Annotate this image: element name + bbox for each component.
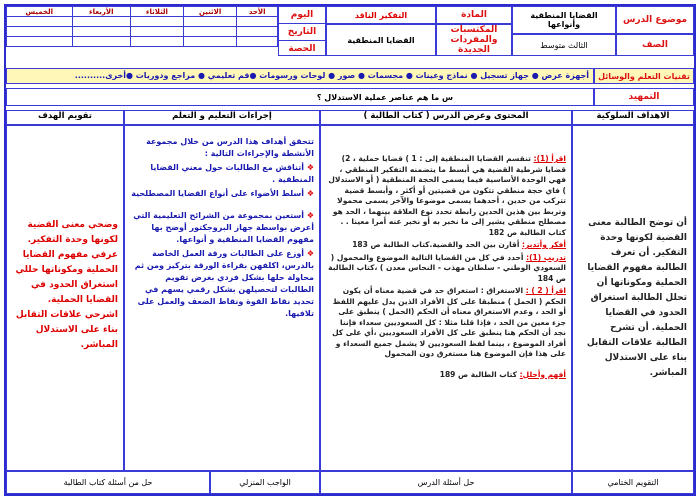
day-mon: الاثنين: [183, 7, 236, 17]
content-block-5-text: كتاب الطالبة ص 189: [439, 369, 518, 379]
content-block-3: [326, 253, 566, 285]
subject-label-cell: [436, 6, 512, 24]
procedures-column: [124, 125, 320, 471]
content-column: [320, 125, 572, 471]
content-block-2: [326, 240, 566, 251]
day-label: اليوم: [290, 10, 314, 20]
intro-label: التمهيد: [628, 92, 660, 102]
lesson-topic-label: موضوع الدرس: [622, 15, 688, 25]
bullet-icon: ❖: [304, 163, 314, 172]
period-label: الحصة: [279, 40, 325, 57]
final-eval-value: حل أسئلة الدرس: [417, 478, 475, 487]
day-wed: الأربعاء: [72, 7, 130, 17]
final-eval-label-cell: [572, 471, 694, 494]
intro-label-cell: [594, 88, 694, 106]
gains-value: القضايا المنطقية: [347, 35, 415, 45]
homework-label: الواجب المنزلي: [239, 478, 291, 487]
gains-value-cell: [326, 24, 436, 56]
content-block-4: [326, 286, 566, 360]
class-label: الصف: [641, 40, 669, 50]
procedure-item: [130, 210, 314, 246]
subject-label: المادة: [461, 10, 487, 20]
content-block-4-text: الاستغراق : استغراق حد في قضية معناه أن يكون الحكم ( الحمل ) منطبقا على كل الأفراد الذين يدل عليهم اللفظ أو الحد ، وعدم الاستغراق معناه أن الحكم (الحمل ) ينطبق على جزء معين من الحد ، فإذا قلنا مثلا : كل السعوديين سعداء فإننا نجد أن الحكم هنا ينطبق على كل الأفراد السعوديين ،أي على كل أفراد الموضوع ، بينما لفظ السعوديين لا يشمل جميع السعداء و على هذا فإن الموضوع هنا مستغرق دون المحمول: [332, 286, 566, 358]
content-block-5: [326, 370, 566, 381]
procedure-item: [130, 188, 314, 200]
procedure-2: أسلط الأضواء على أنواع القضايا المصطلحية: [131, 189, 305, 198]
content-block-1: [326, 154, 566, 238]
days-grid: [6, 6, 278, 56]
content-header: [320, 110, 572, 125]
intro-question: س ما هم عناصر عملية الاستدلال ؟: [316, 92, 453, 102]
evaluation-column: [6, 125, 124, 471]
content-block-1-text: تنقسم القضايا المنطقية إلى : 1 ) قضايا حملية ، 2) قضايا شرطية القضية هي أبسط ما يتضمنه التفكير المنطقي ، فهي الوحدة الأساسية فيما يسمى الحجة المنطقية ( أو الاستدلال ) فاي حجة منطقي تتكون من قضيتين أو أكثر ، وأبسط قضية تتركب من حدين ، أحدهما يسمى موضوعا والآخر يسمى محمولا وتربط بين هذين الحدين رابطة تحدد نوع العلاقة بينهما ، الحد هو مصطلح منطقي يشير إلى ما نخبر به أو نخبر عنه أمرا معينا . . كتاب الطالبة ص 182: [328, 154, 566, 237]
objectives-header: [572, 110, 694, 125]
tools-value-cell: [6, 68, 594, 84]
day-tue: الثلاثاء: [130, 7, 183, 17]
homework-value: حل من أسئلة كتاب الطالبة: [63, 478, 153, 487]
evaluation-header: [6, 110, 124, 125]
objectives-title: الاهداف السلوكية: [596, 111, 670, 121]
subject-value: التفكير الناقد: [354, 10, 408, 20]
homework-label-cell: [210, 471, 320, 494]
tools-value: أجهزة عرض ● جهاز تسجيل ● نماذج وعينات ● مجسمات ● صور ● لوحات ورسومات ●قم تعليمي ● مراجع ودوريات ●أخرى..........: [74, 71, 589, 80]
class-label-cell: [616, 34, 694, 56]
day-sun: الأحد: [237, 7, 278, 17]
intro-value-cell: [6, 88, 594, 106]
bullet-icon: ❖: [304, 189, 314, 198]
evaluation-text: وضحي معنى القضية لكونها وحدة التفكير. عرفي مفهوم القضايا الحملية ومكوناتها حللي استغراق الحدود في القضايا الحملية. اشرحي علاقات التقابل بناء على الاستدلال المباشر.: [15, 220, 118, 350]
tools-label: تقنيات التعلم والوسائل: [598, 71, 690, 81]
content-block-3-title: تدريب (1):: [526, 252, 566, 262]
procedures-title: إجراءات التعليم و التعلم: [172, 111, 272, 121]
final-eval-label: التقويم الختامي: [607, 478, 659, 487]
content-block-3-text: أحدد في كل من القضايا التالية الموضوع والمحمول ( السعودي الوطني - سلطان مهذب - النحاس معدن ) ،كتاب الطالبة ص 184: [328, 252, 566, 283]
lesson-topic-value: القضايا المنطقية وأنواعها: [530, 11, 598, 29]
tools-label-cell: [594, 68, 694, 84]
content-block-4-title: اقرأ ( 2 ) :: [525, 286, 566, 295]
subject-value-cell: [326, 6, 436, 24]
class-value: الثالث متوسط: [540, 40, 588, 50]
procedure-item: [130, 248, 314, 320]
procedure-4: أوزع على الطالبات ورقة العمل الخاصة بالدرس، اكلفهن بقراءة الورقة بتركيز ومن ثم محاولة حلها بشكل فردي بغرض تقويم الطالبات لتحصيلهن بشكل رقمي يسهم في تحديد نقاط القوة ونقاط الضعف والعمل على تلافيها.: [134, 249, 314, 318]
gains-label-cell: [436, 24, 512, 56]
lesson-plan: [4, 4, 696, 496]
procedures-header: [124, 110, 320, 125]
final-eval-value-cell: [320, 471, 572, 494]
content-block-5-title: أفهم وأحلل:: [519, 369, 566, 379]
objectives-column: [572, 125, 694, 471]
content-block-2-title: أفكر وأتدبر:: [522, 240, 566, 249]
procedure-1: أتناقش مع الطالبات حول معني القضايا المنطقية .: [150, 163, 314, 184]
bullet-icon: ❖: [304, 249, 314, 258]
gains-label: المكتسبات والمفردات الجديدة: [450, 25, 498, 55]
lesson-topic-label-cell: [616, 6, 694, 34]
date-label: التاريخ: [279, 23, 325, 40]
day-labels-cell: [278, 6, 326, 56]
homework-value-cell: [6, 471, 210, 494]
procedures-intro: تتحقق أهداف هذا الدرس من خلال مجموعة الأنشطة والإجراءات التالية :: [146, 137, 314, 158]
procedure-item: [130, 162, 314, 186]
procedure-3: أستعين بمجموعة من الشرائح التعليمية التي أعرض بواسطة جهاز البروجكتور أوضح بها مفهوم القضايا المنطقية و أنواعها.: [133, 211, 314, 244]
evaluation-title: تقويم الهدف: [38, 111, 92, 121]
class-value-cell: [512, 34, 616, 56]
days-table: [6, 6, 278, 47]
lesson-topic-value-cell: [512, 6, 616, 34]
bullet-icon: ❖: [304, 211, 314, 220]
objectives-text: أن توضح الطالبة معنى القضية لكونها وحدة التفكير. أن تعرف الطالبة مفهوم القضايا الحملية ومكوناتها أن تحلل الطالبة استغراق الحدود في القضايا الحملية. أن تشرح الطالبة علاقات التقابل بناء على الاستدلال المباشر.: [586, 218, 687, 378]
content-title: المحتوى وعرض الدرس ( كتاب الطالبة ): [363, 111, 529, 121]
day-thu: الخميس: [7, 7, 73, 17]
content-block-2-text: أقارن بين الحد والقضية.كتاب الطالبة ص 183: [352, 240, 520, 249]
content-block-1-title: اقرأ (1):: [533, 154, 566, 163]
